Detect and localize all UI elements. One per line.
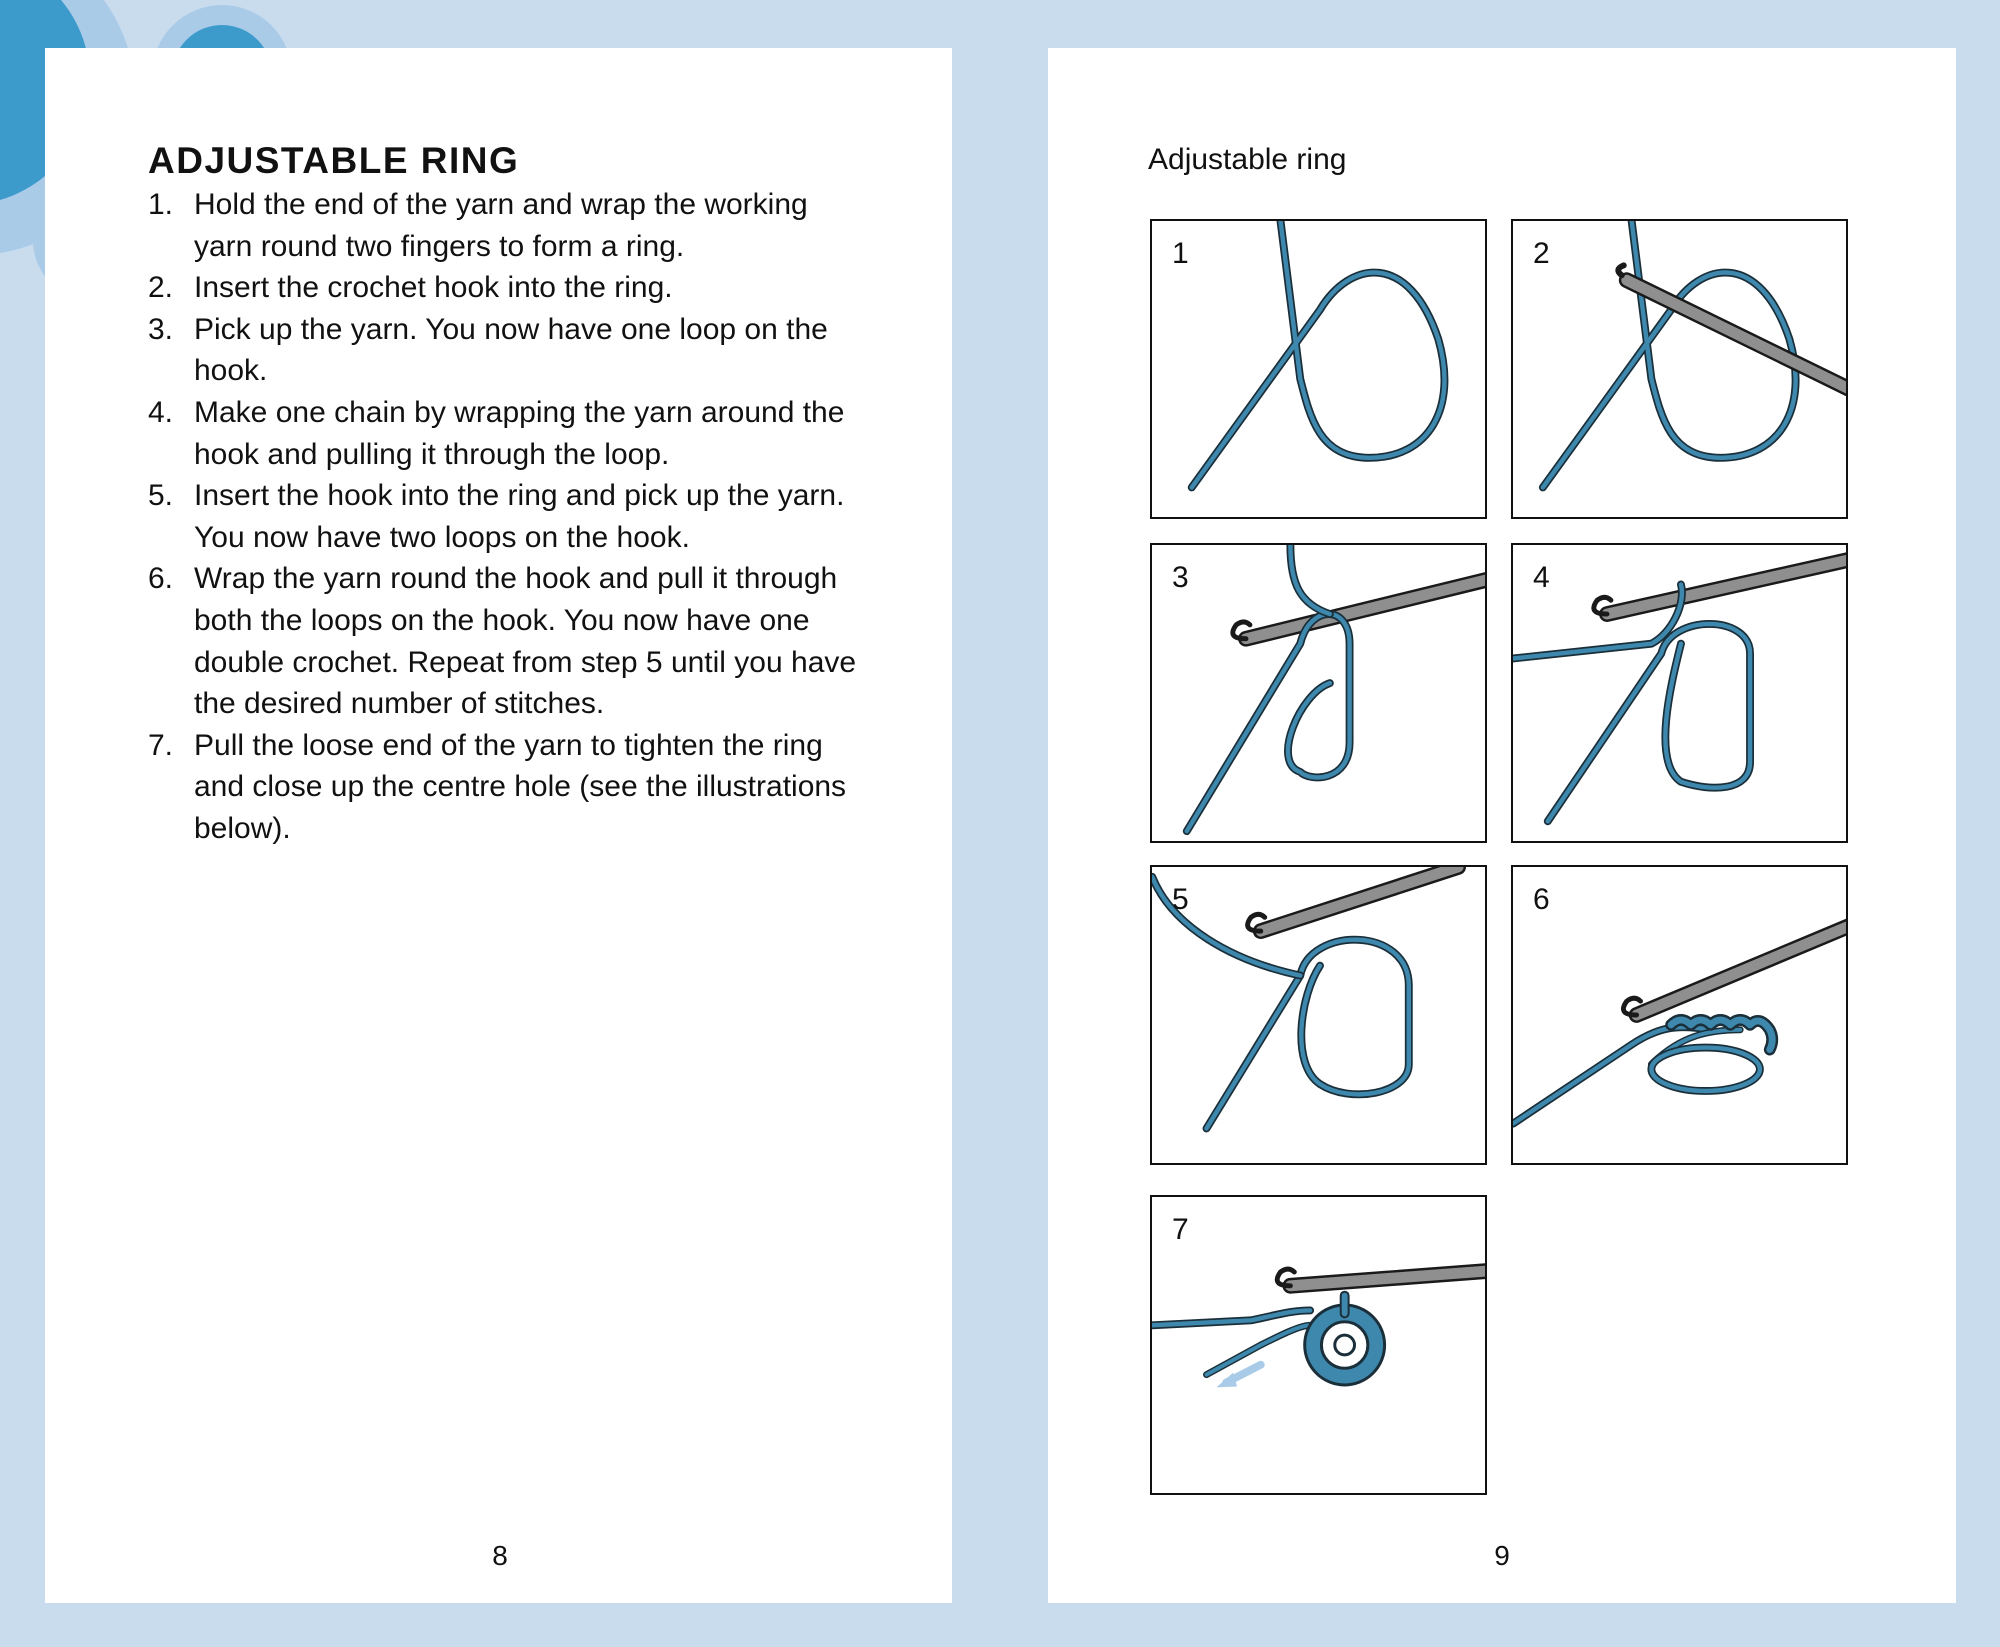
panel-number: 1 (1172, 237, 1189, 270)
hook-one-loop-icon (1152, 545, 1485, 841)
instruction-steps (148, 184, 868, 850)
step-text: Insert the crochet hook into the ring. (194, 271, 673, 305)
list-item (148, 267, 868, 309)
panel-number: 4 (1533, 561, 1550, 594)
illustration-panel-4 (1511, 543, 1848, 843)
two-loops-icon (1152, 867, 1485, 1163)
page-heading: ADJUSTABLE RING (148, 140, 520, 181)
illustration-panel-1 (1150, 219, 1487, 519)
panel-number: 2 (1533, 237, 1550, 270)
figure-caption: Adjustable ring (1148, 143, 1347, 176)
list-item (148, 392, 868, 475)
step-number: 2. (148, 271, 174, 305)
step-number: 4. (148, 395, 174, 429)
illustration-panel-3 (1150, 543, 1487, 843)
list-item (148, 309, 868, 392)
page-number-left: 8 (492, 1540, 508, 1571)
panel-number: 5 (1172, 883, 1189, 916)
step-number: 1. (148, 188, 174, 221)
step-number: 5. (148, 479, 174, 513)
stitches-on-ring-icon (1513, 867, 1846, 1163)
illustration-panel-5 (1150, 865, 1487, 1165)
step-text: Make one chain by wrapping the yarn around the hook and pulling it through the loop. (194, 395, 845, 471)
page-number-right: 9 (1494, 1540, 1510, 1571)
step-text: Pull the loose end of the yarn to tighten the ring and close up the centre hole (see the illustrations below). (194, 728, 847, 845)
step-number: 7. (148, 728, 174, 762)
chain-stitch-icon (1513, 545, 1846, 841)
panel-number: 7 (1172, 1213, 1189, 1246)
panel-number: 6 (1533, 883, 1550, 916)
step-text: Insert the hook into the ring and pick up the yarn. You now have two loops on the hook. (194, 479, 845, 554)
tightened-ring-icon (1152, 1197, 1485, 1493)
step-text: Wrap the yarn round the hook and pull it through both the loops on the hook. You now have one double crochet. Repeat from step 5 until you have the desired number of stitches. (194, 562, 857, 721)
hook-in-ring-icon (1513, 221, 1846, 517)
step-number: 3. (148, 312, 174, 346)
illustration-panel-6 (1511, 865, 1848, 1165)
list-item (148, 725, 868, 850)
yarn-loop-icon (1152, 221, 1485, 517)
list-item (148, 558, 868, 724)
list-item (148, 184, 868, 267)
panel-number: 3 (1172, 561, 1189, 594)
illustration-panel-2 (1511, 219, 1848, 519)
illustration-panel-7 (1150, 1195, 1487, 1495)
step-text: Hold the end of the yarn and wrap the working yarn round two fingers to form a ring. (194, 188, 808, 263)
step-text: Pick up the yarn. You now have one loop on the hook. (194, 312, 828, 388)
list-item (148, 475, 868, 558)
step-number: 6. (148, 562, 174, 596)
